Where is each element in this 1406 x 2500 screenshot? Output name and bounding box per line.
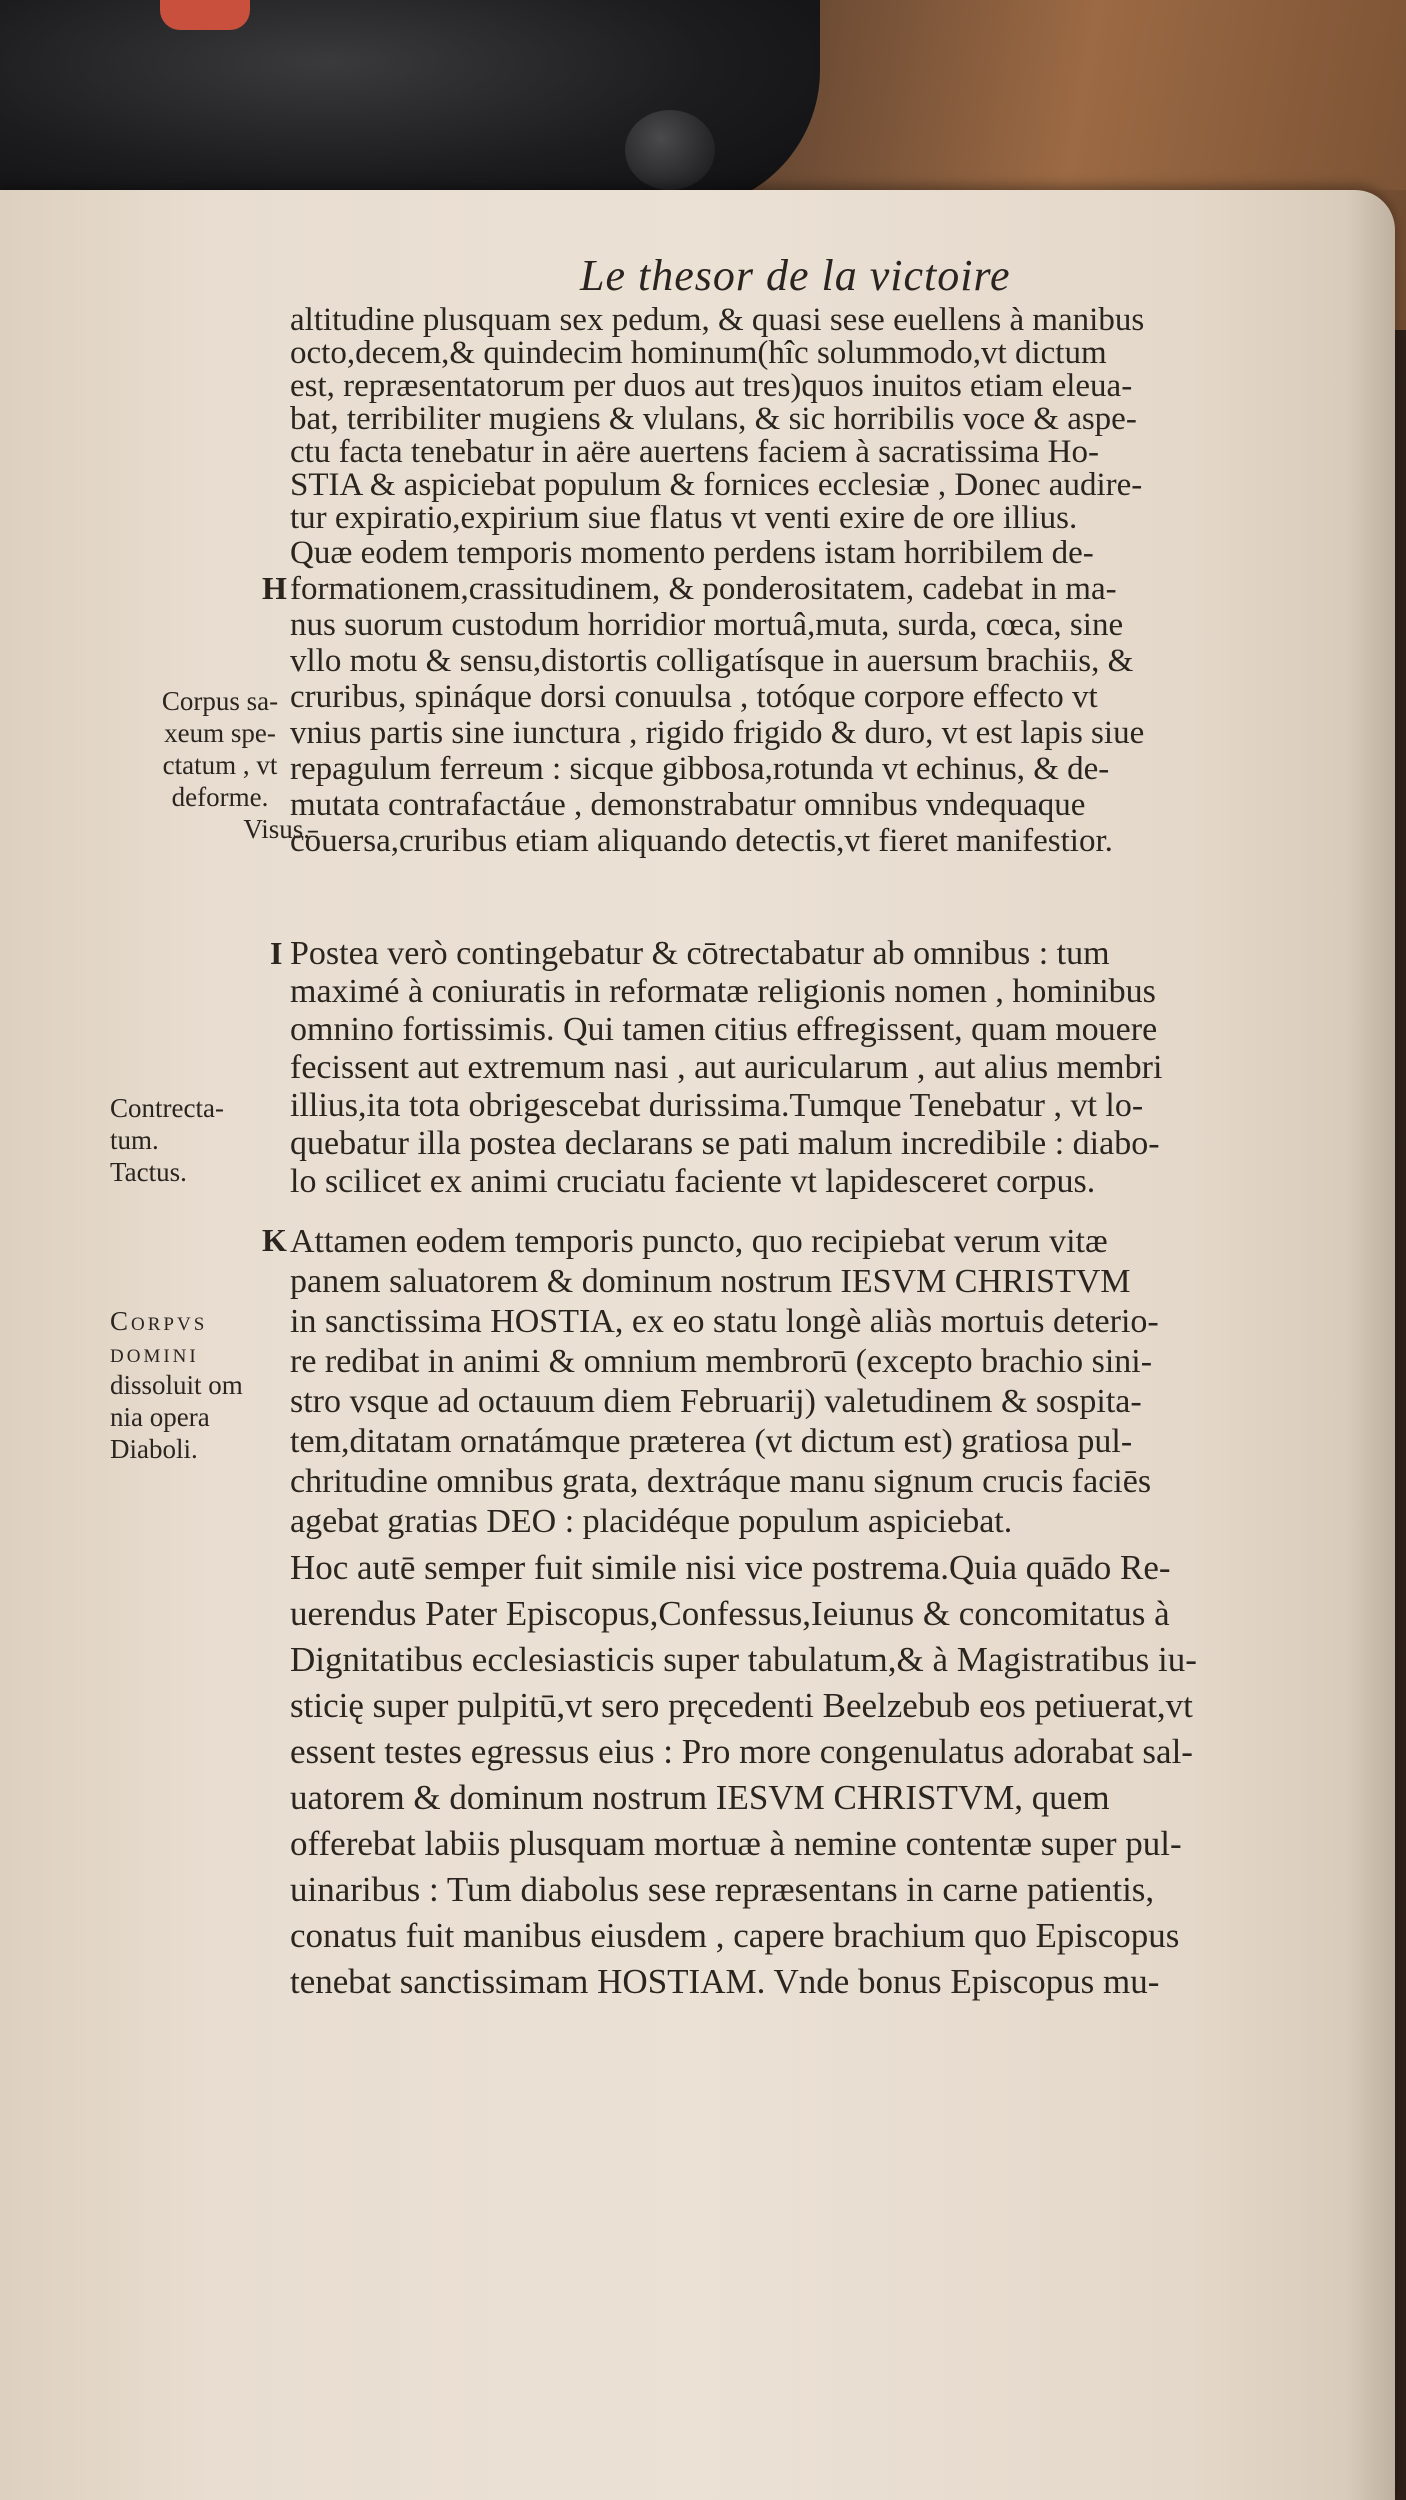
text-line: sticię super pulpitū,vt sero pręcedenti Beelzebub eos petiuerat,vt: [290, 1686, 1193, 1725]
text-line: uerendus Pater Episcopus,Confessus,Ieiunus & concomitatus à: [290, 1594, 1170, 1633]
margin-note-line: Corpus sa-: [161, 686, 279, 716]
text-line: conatus fuit manibus eiusdem , capere brachium quo Episcopus: [290, 1916, 1180, 1955]
text-line: panem saluatorem & dominum nostrum IESVM CHRISTVM: [290, 1263, 1131, 1300]
text-line: offerebat labiis plusquam mortuæ à nemine contentæ super pul-: [290, 1824, 1182, 1863]
section-marker-h: H: [262, 570, 287, 606]
margin-note-line: tum.: [110, 1125, 159, 1155]
text-line: cruribus, spináque dorsi conuulsa , totóque corpore effecto vt: [290, 679, 1098, 715]
margin-note-line: Tactus.: [110, 1157, 187, 1187]
text-line: uinaribus : Tum diabolus sese repræsentans in carne patientis,: [290, 1870, 1155, 1909]
text-line: mutata contrafactáue , demonstrabatur omnibus vndequaque: [290, 787, 1086, 823]
text-line: omnino fortissimis. Qui tamen citius effregissent, quam mouere: [290, 1011, 1158, 1048]
text-line: essent testes egressus eius : Pro more congenulatus adorabat sal-: [290, 1732, 1193, 1771]
text-line: illius,ita tota obrigescebat durissima.Tumque Tenebatur , vt lo-: [290, 1087, 1144, 1124]
text-line: bat, terribiliter mugiens & vlulans, & sic horribilis voce & aspe-: [290, 401, 1137, 437]
margin-note-line: Visus.: [243, 814, 310, 844]
paragraph-block-d: [290, 1545, 1310, 2005]
paragraph-block-a: [290, 304, 1310, 859]
margin-note-line: domini: [110, 1338, 199, 1368]
margin-note-line: xeum spe-: [164, 718, 276, 748]
text-line: octo,decem,& quindecim hominum(hîc solummodo,vt dictum: [290, 335, 1107, 371]
paragraph-block-b: [290, 935, 1310, 1201]
margin-note-line: ctatum , vt: [162, 750, 278, 780]
margin-note-line: deforme.: [171, 782, 269, 812]
text-line: lo scilicet ex animi cruciatu faciente vt lapidesceret corpus.: [290, 1163, 1096, 1200]
text-line: est, repræsentatorum per duos aut tres)quos inuitos etiam eleua-: [290, 368, 1133, 404]
text-line: Dignitatibus ecclesiasticis super tabulatum,& à Magistratibus iu-: [290, 1640, 1197, 1679]
text-line: repagulum ferreum : sicque gibbosa,rotunda vt echinus, & de-: [290, 751, 1110, 787]
section-marker-i: I: [270, 935, 283, 971]
text-line: vllo motu & sensu,distortis colligatísque in auersum brachiis, &: [290, 643, 1134, 679]
case-knob: [625, 110, 715, 190]
margin-note-contrectatum: [110, 1092, 290, 1188]
text-line: tem,ditatam ornatámque præterea (vt dictum est) gratiosa pul-: [290, 1423, 1133, 1460]
text-line: nus suorum custodum horridior mortuâ,muta, surda, cœca, sine: [290, 607, 1124, 643]
text-line: tenebat sanctissimam HOSTIAM. Vnde bonus Episcopus mu-: [290, 1962, 1160, 2001]
text-line: Attamen eodem temporis puncto, quo recipiebat verum vitæ: [290, 1223, 1108, 1260]
margin-note-line: nia opera: [110, 1402, 210, 1432]
text-line: maximé à coniuratis in reformatæ religionis nomen , hominibus: [290, 973, 1156, 1010]
text-line: tur expiratio,expirium siue flatus vt venti exire de ore illius.: [290, 500, 1078, 536]
text-line: Quæ eodem temporis momento perdens istam horribilem de-: [290, 535, 1094, 571]
margin-note-line: Contrecta-: [110, 1093, 224, 1123]
margin-note-corpus-domini: [110, 1305, 290, 1465]
text-line: Postea verò contingebatur & cōtrectabatur ab omnibus : tum: [290, 935, 1110, 972]
section-marker-k: K: [262, 1222, 287, 1258]
margin-note-line: Corpvs: [110, 1306, 208, 1336]
red-tag: [160, 0, 250, 30]
margin-note-line: Diaboli.: [110, 1434, 198, 1464]
text-line: agebat gratias DEO : placidéque populum aspiciebat.: [290, 1503, 1013, 1540]
text-line: cōuersa,cruribus etiam aliquando detectis,vt fieret manifestior.: [290, 823, 1113, 859]
text-line: uatorem & dominum nostrum IESVM CHRISTVM, quem: [290, 1778, 1110, 1817]
text-line: fecissent aut extremum nasi , aut auricularum , aut alius membri: [290, 1049, 1163, 1086]
text-line: ctu facta tenebatur in aëre auertens faciem à sacratissima Ho-: [290, 434, 1099, 470]
page-shadow: [1346, 190, 1406, 2500]
running-head: Le thesor de la victoire: [580, 251, 1011, 300]
text-line: re redibat in animi & omnium membrorū (excepto brachio sini-: [290, 1343, 1153, 1380]
text-line: in sanctissima HOSTIA, ex eo statu longè aliàs mortuis deterio-: [290, 1303, 1159, 1340]
text-line: quebatur illa postea declarans se pati malum incredibile : diabo-: [290, 1125, 1160, 1162]
text-line: STIA & aspiciebat populum & fornices ecclesiæ , Donec audire-: [290, 467, 1143, 503]
paragraph-block-c: [290, 1222, 1310, 1542]
text-line: Hoc autē semper fuit simile nisi vice postrema.Quia quādo Re-: [290, 1548, 1171, 1587]
text-line: stro vsque ad octauum diem Februarij) valetudinem & sospita-: [290, 1383, 1142, 1420]
text-line: formationem,crassitudinem, & ponderositatem, cadebat in ma-: [290, 571, 1117, 607]
margin-note-line: dissoluit om: [110, 1370, 243, 1400]
text-line: altitudine plusquam sex pedum, & quasi sese euellens à manibus: [290, 304, 1145, 338]
text-line: chritudine omnibus grata, dextráque manu signum crucis faciēs: [290, 1463, 1152, 1500]
text-line: vnius partis sine iunctura , rigido frigido & duro, vt est lapis siue: [290, 715, 1145, 751]
margin-note-corpus-saxeum: [130, 685, 310, 845]
